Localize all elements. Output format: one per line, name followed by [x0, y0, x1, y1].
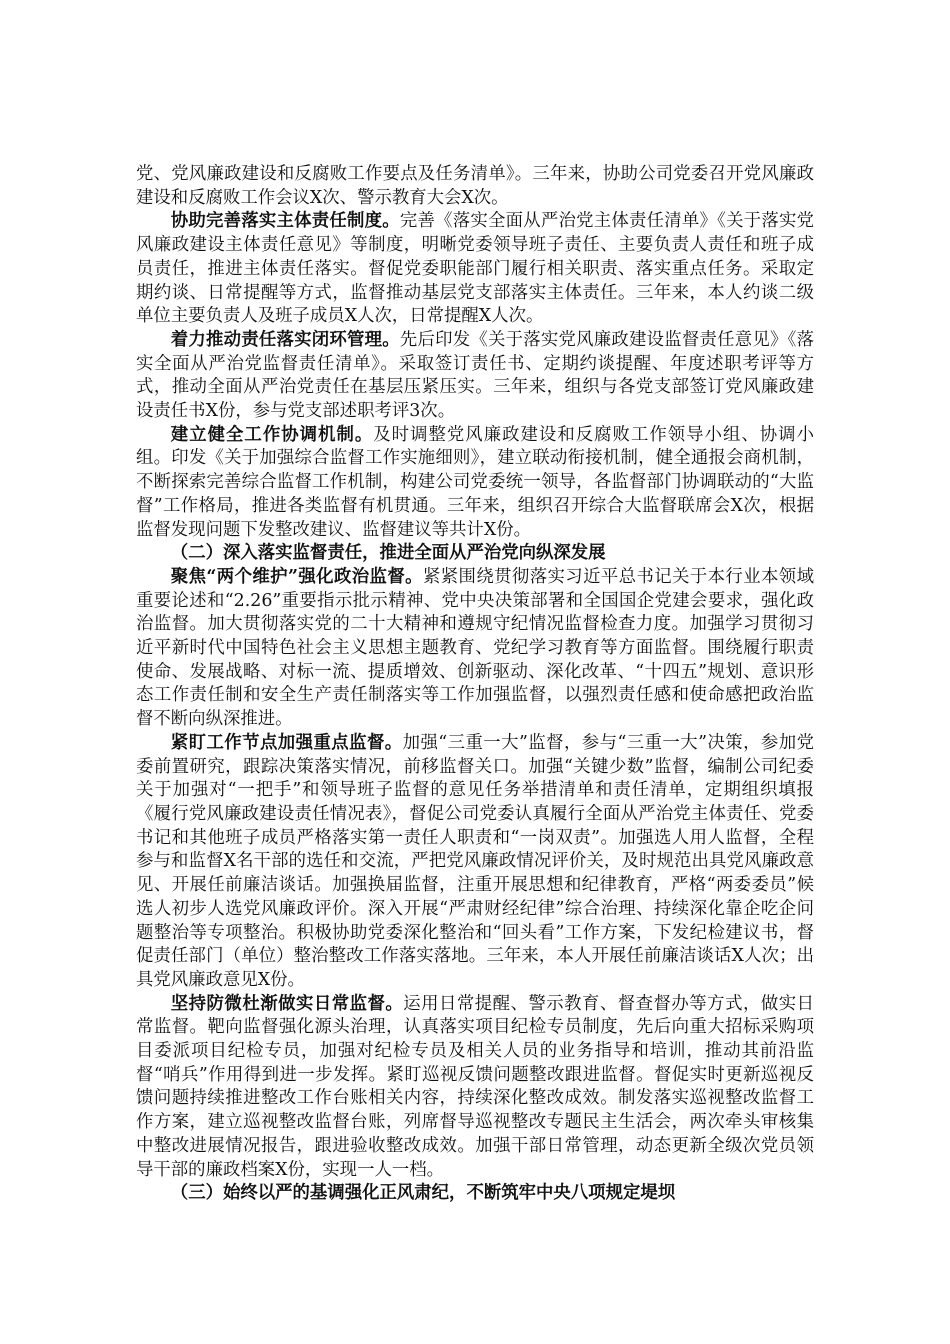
paragraph-body: 完善《落实全面从严治党主体责任清单》《关于落实党风廉政建设主体责任意见》等制度，明晰党委领导班子责任、主要负责人责任和班子成员责任，推进主体责任落实。督促党委职能部门履行相关职责、落实重点任务。采取定期约谈、日常提醒等方式，监督推动基层党支部落实主体责任。三年来，本人约谈二级单位主要负责人及班子成员X人次，日常提醒X人次。 [136, 211, 814, 327]
paragraph-lead: 聚焦“两个维护”强化政治监督。 [170, 566, 423, 587]
paragraph-lead: 建立健全工作协调机制。 [170, 424, 374, 445]
paragraph-closed-loop-management [136, 329, 814, 424]
paragraph-body: 紧紧围绕贯彻落实习近平总书记关于本行业本领域重要论述和“2.26”重要指示批示精神、党中央决策部署和全国国企党建会要求，强化政治监督。加大贯彻落实党的二十大精神和遵规守纪情况监督检查力度。加强学习贯彻习近平新时代中国特色社会主义思想主题教育、党纪学习教育等方面监督。围绕履行职责使命、发展战略、对标一流、提质增效、创新驱动、深化改革、“十四五”规划、意识形态工作责任制和安全生产责任制落实等工作加强监督，以强烈责任感和使命感把政治监督不断向纵深推进。 [136, 566, 814, 730]
paragraph-lead: 协助完善落实主体责任制度。 [170, 211, 400, 232]
paragraph-lead: 着力推动责任落实闭环管理。 [170, 329, 400, 350]
paragraph-daily-supervision [136, 993, 814, 1183]
paragraph-body: 加强“三重一大”监督，参与“三重一大”决策，参加党委前置研究，跟踪决策落实情况，前移监督关口。加强“关键少数”监督，编制公司纪委关于加强对“一把手”和领导班子监督的意见任务举措清单和责任清单，定期组织填报《履行党风廉政建设责任情况表》，督促公司党委认真履行全面从严治党主体责任、党委书记和其他班子成员严格落实第一责任人职责和“一岗双责”。加强选人用人监督，全程参与和监督X名干部的选任和交流，严把党风廉政情况评价关，及时规范出具党风廉政意见、开展任前廉洁谈话。加强换届监督，注重开展思想和纪律教育，严格“两委委员”候选人初步人选党风廉政评价。深入开展“严肃财经纪律”综合治理、持续深化靠企吃企问题整治等专项整治。积极协助党委深化整治和“回头看”工作方案，下发纪检建议书，督促责任部门（单位）整治整改工作落实落地。三年来，本人开展任前廉洁谈话X人次；出具党风廉政意见X份。 [136, 732, 814, 990]
paragraph-key-supervision [136, 732, 814, 993]
section-heading-text: （二）深入落实监督责任，推进全面从严治党向纵深发展 [170, 543, 606, 564]
paragraph-main-responsibility-system [136, 210, 814, 329]
paragraph-lead: 紧盯工作节点加强重点监督。 [170, 732, 403, 753]
paragraph-political-supervision [136, 566, 814, 732]
section-heading-3 [136, 1182, 814, 1206]
paragraph-continuation [136, 163, 814, 210]
paragraph-body: 及时调整党风廉政建设和反腐败工作领导小组、协调小组。印发《关于加强综合监督工作实施细则》，建立联动衔接机制，健全通报会商机制，不断探索完善综合监督工作机制，构建公司党委统一领导，各监督部门协调联动的“大监督”工作格局，推进各类监督有机贯通。三年来，组织召开综合大监督联席会X次，根据监督发现问题下发整改建议、监督建议等共计X份。 [136, 424, 814, 540]
paragraph-body: 党、党风廉政建设和反腐败工作要点及任务清单》。三年来，协助公司党委召开党风廉政建设和反腐败工作会议X次、警示教育大会X次。 [136, 164, 814, 208]
section-heading-text: （三）始终以严的基调强化正风肃纪，不断筑牢中央八项规定堤坝 [170, 1183, 676, 1204]
section-heading-2 [136, 542, 814, 566]
paragraph-body: 先后印发《关于落实党风廉政建设监督责任意见》《落实全面从严治党监督责任清单》。采取签订责任书、定期约谈提醒、年度述职考评等方式，推动全面从严治党责任在基层压紧压实。三年来，组织与各党支部签订党风廉政建设责任书X份，参与党支部述职考评3次。 [136, 329, 814, 422]
paragraph-body: 运用日常提醒、警示教育、督查督办等方式，做实日常监督。靶向监督强化源头治理，认真落实项目纪检专员制度，先后向重大招标采购项目委派项目纪检专员，加强对纪检专员及相关人员的业务指导和培训，推动其前沿监督“哨兵”作用得到进一步发挥。紧盯巡视反馈问题整改跟进监督。督促实时更新巡视反馈问题持续推进整改工作台账相关内容，持续深化整改成效。制发落实巡视整改监督工作方案，建立巡视整改监督台账，列席督导巡视整改专题民主生活会，两次牵头审核集中整改进展情况报告，跟进验收整改成效。加强干部日常管理，动态更新全级次党员领导干部的廉政档案X份，实现一人一档。 [136, 993, 814, 1180]
paragraph-coordination-mechanism [136, 424, 814, 543]
paragraph-lead: 坚持防微杜渐做实日常监督。 [170, 993, 404, 1014]
